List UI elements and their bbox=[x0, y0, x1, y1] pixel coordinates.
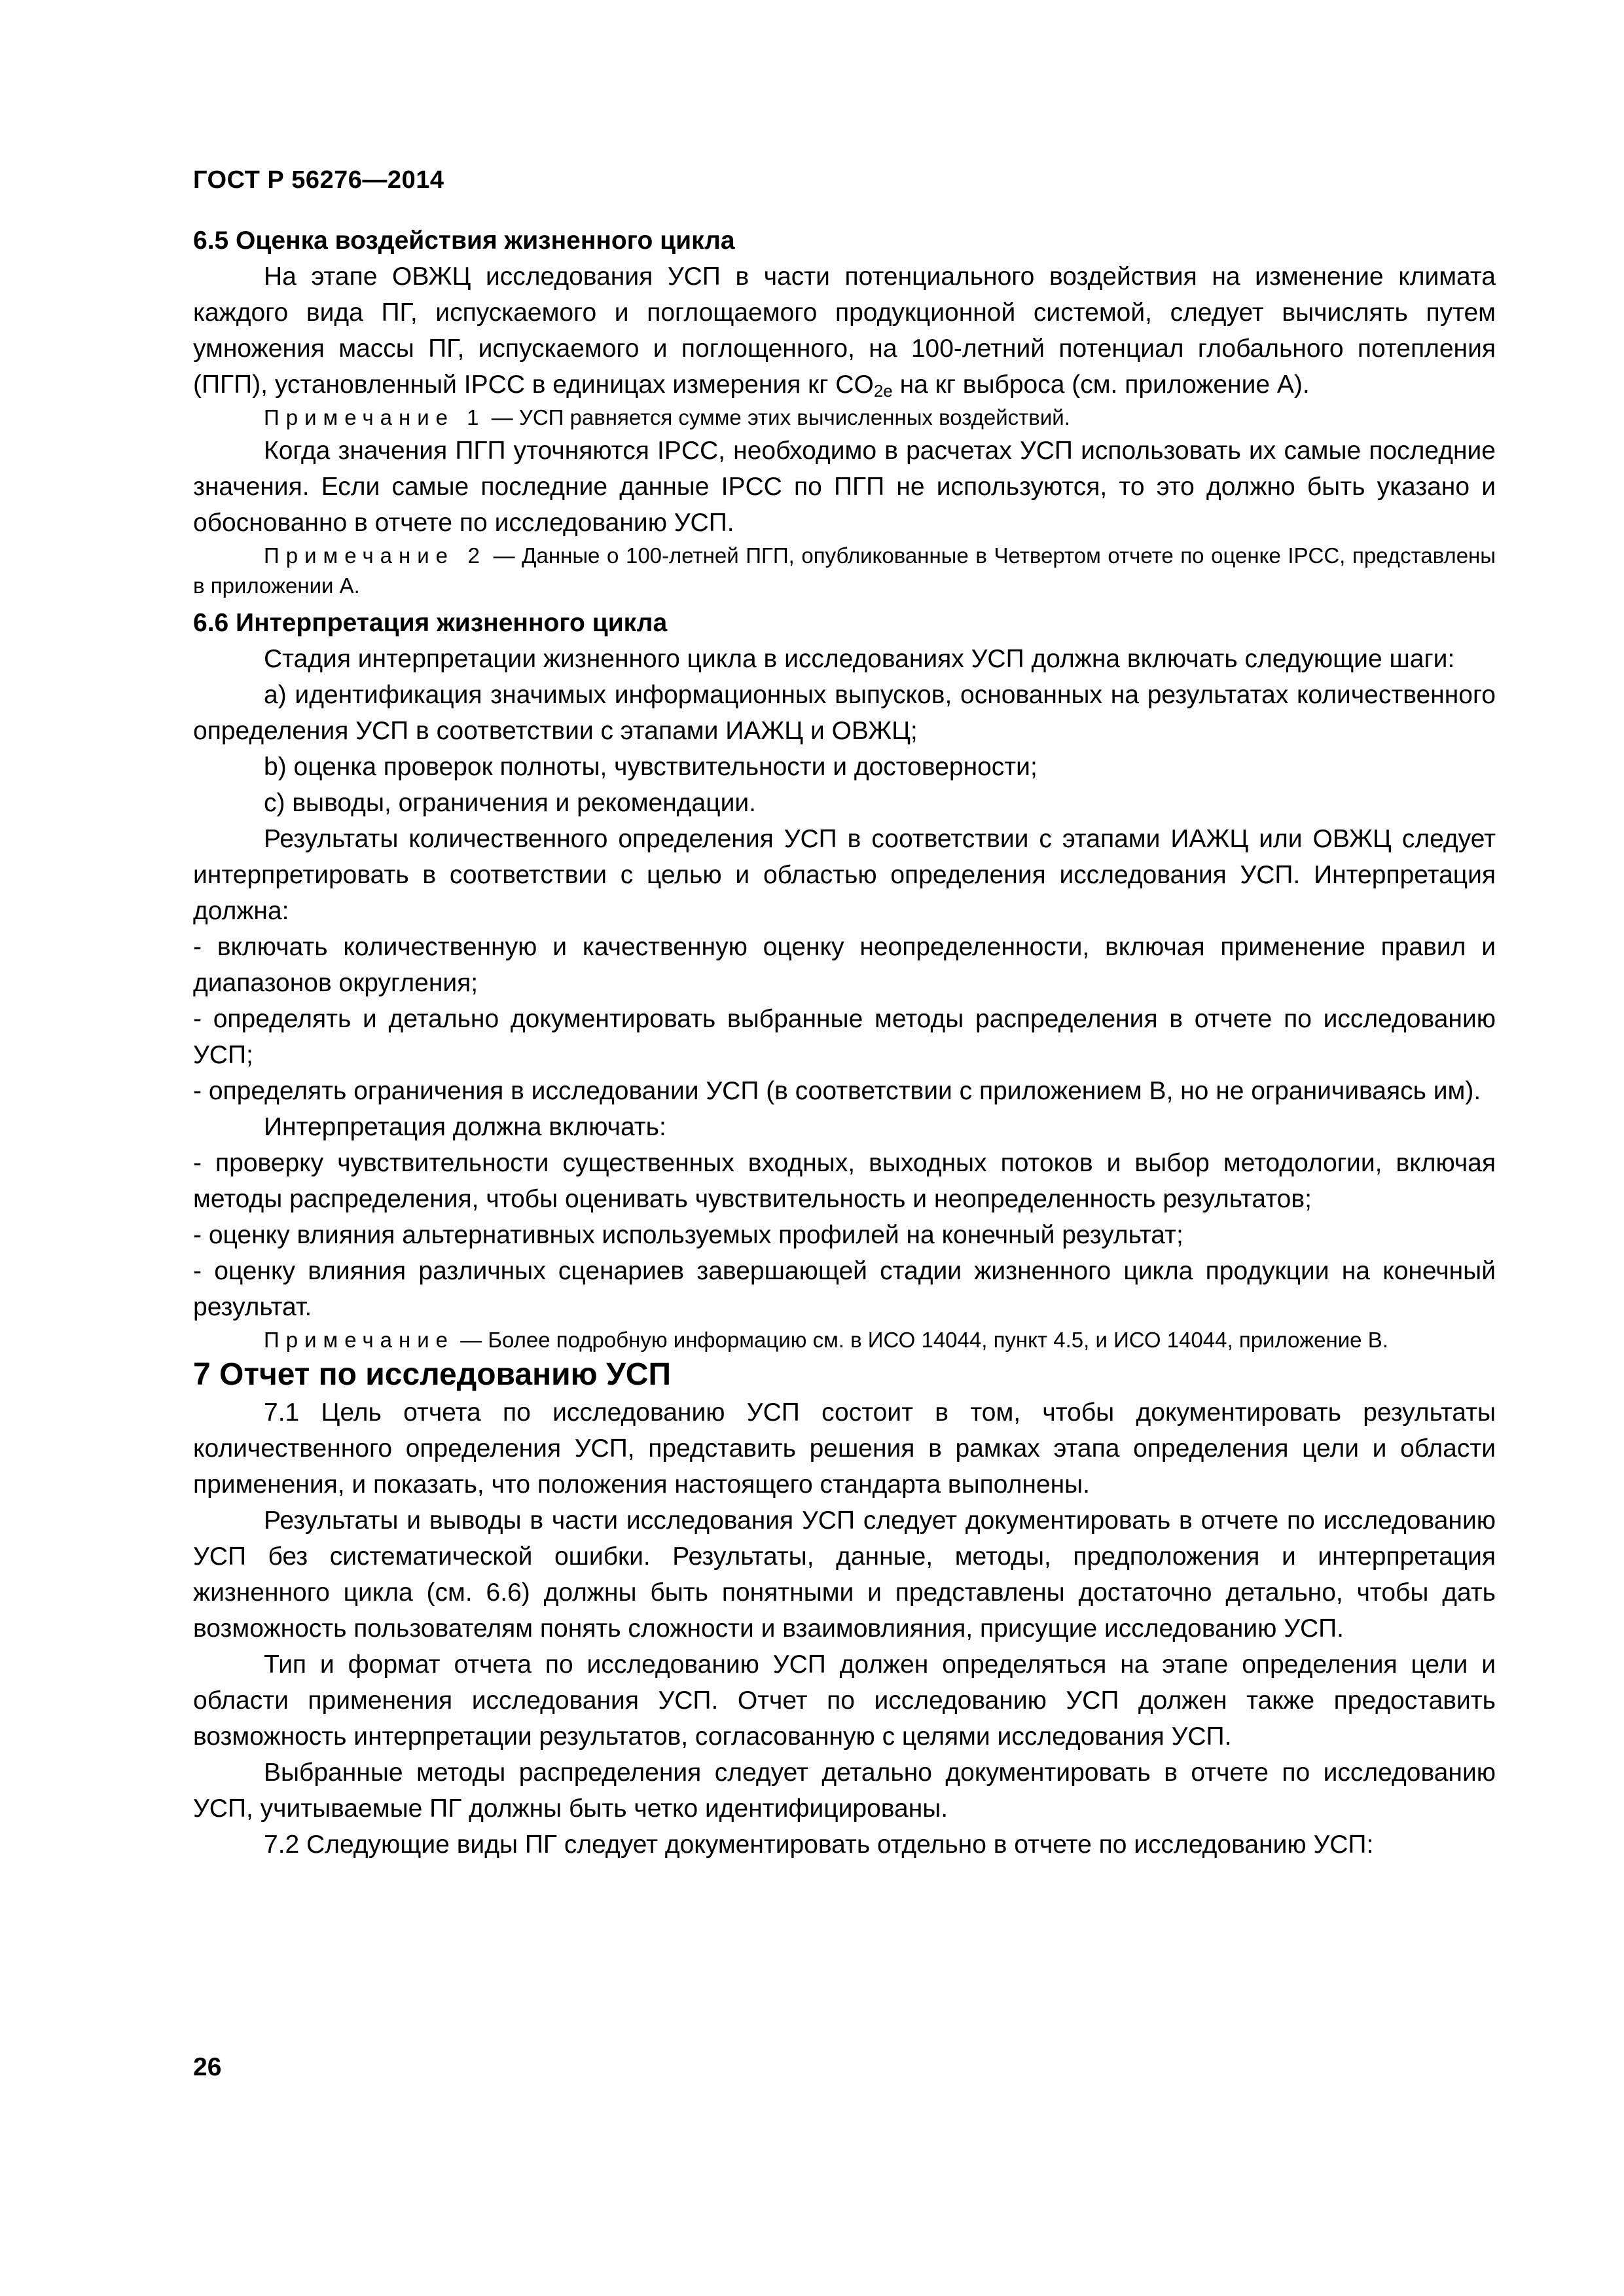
section-6-6-intro: Стадия интерпретации жизненного цикла в исследованиях УСП должна включать следующие шаги: bbox=[264, 645, 1455, 673]
section-7-paragraph: 7.2 Следующие виды ПГ следует документировать отдельно в отчете по исследованию УСП: bbox=[264, 1831, 1374, 1859]
list-item: - включать количественную и качественную оценку неопределенности, включая применение правил и диапазонов округления; bbox=[193, 933, 1496, 997]
section-7-title: 7 Отчет по исследованию УСП bbox=[193, 1357, 671, 1392]
note-1 bbox=[193, 403, 1496, 433]
note-2-text: — Данные о 100-летней ПГП, опубликованные в Четвертом отчете по оценке IPCC, представлены в приложении А. bbox=[193, 543, 1496, 598]
note-2 bbox=[193, 541, 1496, 601]
list-item: - оценку влияния различных сценариев завершающей стадии жизненного цикла продукции на конечный результат. bbox=[193, 1257, 1496, 1321]
list-item: с) выводы, ограничения и рекомендации. bbox=[264, 789, 756, 817]
section-6-6-results: Результаты количественного определения УСП в соответствии с этапами ИАЖЦ или ОВЖЦ следует интерпретировать в соответствии с целью и областью определения исследования УСП. Интерпретация должна: bbox=[193, 825, 1496, 925]
list-item: а) идентификация значимых информационных выпусков, основанных на результатах количественного определения УСП в соответствии с этапами ИАЖЦ и ОВЖЦ; bbox=[193, 681, 1496, 745]
section-7-paragraph: Выбранные методы распределения следует детально документировать в отчете по исследованию УСП, учитываемые ПГ должны быть четко идентифицированы. bbox=[193, 1758, 1496, 1823]
p1-text: На этапе ОВЖЦ исследования УСП в части потенциального воздействия на изменение климата каждого вида ПГ, испускаемого и поглощаемого продукционной системой, следует вычислять путем умножения массы ПГ, испускаемого и поглощенного, на 100-летний потенциал глобального потепления (ПГП), установленный IPCC в единицах измерения кг CO bbox=[193, 263, 1496, 399]
document-header: ГОСТ Р 56276—2014 bbox=[193, 166, 444, 194]
p1-text-end: на кг выброса (см. приложение А). bbox=[892, 371, 1310, 399]
note-3-text: — Более подробную информацию см. в ИСО 14044, пункт 4.5, и ИСО 14044, приложение В. bbox=[454, 1328, 1388, 1352]
section-7-paragraph: Результаты и выводы в части исследования УСП следует документировать в отчете по исследованию УСП без систематической ошибки. Результаты, данные, методы, предположения и интерпретация жизненного цикла (см. 6.6) должны быть понятными и представлены достаточно детально, чтобы дать возможность пользователям понять сложности и взаимовлияния, присущие исследованию УСП. bbox=[193, 1506, 1496, 1643]
note-3 bbox=[193, 1325, 1496, 1355]
note-2-label: Примечание 2 bbox=[264, 543, 486, 568]
list-item: - оценку влияния альтернативных используемых профилей на конечный результат; bbox=[193, 1221, 1183, 1249]
section-6-6-include-intro: Интерпретация должна включать: bbox=[264, 1113, 666, 1141]
note-1-label: Примечание 1 bbox=[264, 405, 486, 429]
section-7-paragraph: 7.1 Цель отчета по исследованию УСП состоит в том, чтобы документировать результаты количественного определения УСП, представить решения в рамках этапа определения цели и области применения, и показать, что положения настоящего стандарта выполнены. bbox=[193, 1398, 1496, 1499]
note-3-label: Примечание bbox=[264, 1328, 455, 1352]
page-number: 26 bbox=[193, 2053, 222, 2081]
list-item: - проверку чувствительности существенных входных, выходных потоков и выбор методологии, включая методы распределения, чтобы оценивать чувствительность и неопределенность результатов; bbox=[193, 1149, 1496, 1213]
list-item: - определять ограничения в исследовании УСП (в соответствии с приложением В, но не ограничиваясь им). bbox=[193, 1077, 1481, 1105]
note-1-text: — УСП равняется сумме этих вычисленных воздействий. bbox=[485, 405, 1070, 429]
section-6-6-title: 6.6 Интерпретация жизненного цикла bbox=[193, 609, 668, 637]
page-content bbox=[193, 223, 1496, 1863]
section-6-5-paragraph-1 bbox=[193, 259, 1496, 403]
list-item: - определять и детально документировать выбранные методы распределения в отчете по исследованию УСП; bbox=[193, 1005, 1496, 1069]
list-item: b) оценка проверок полноты, чувствительности и достоверности; bbox=[264, 753, 1038, 781]
section-6-5-paragraph-2: Когда значения ПГП уточняются IPCC, необходимо в расчетах УСП использовать их самые последние значения. Если самые последние данные IPCC по ПГП не используются, то это должно быть указано и обоснованно в отчете по исследованию УСП. bbox=[193, 437, 1496, 537]
section-6-5-title: 6.5 Оценка воздействия жизненного цикла bbox=[193, 227, 735, 255]
section-7-paragraph: Тип и формат отчета по исследованию УСП должен определяться на этапе определения цели и области применения исследования УСП. Отчет по исследованию УСП должен также предоставить возможность интерпретации результатов, согласованную с целями исследования УСП. bbox=[193, 1650, 1496, 1751]
co2-subscript: 2e bbox=[873, 381, 893, 401]
